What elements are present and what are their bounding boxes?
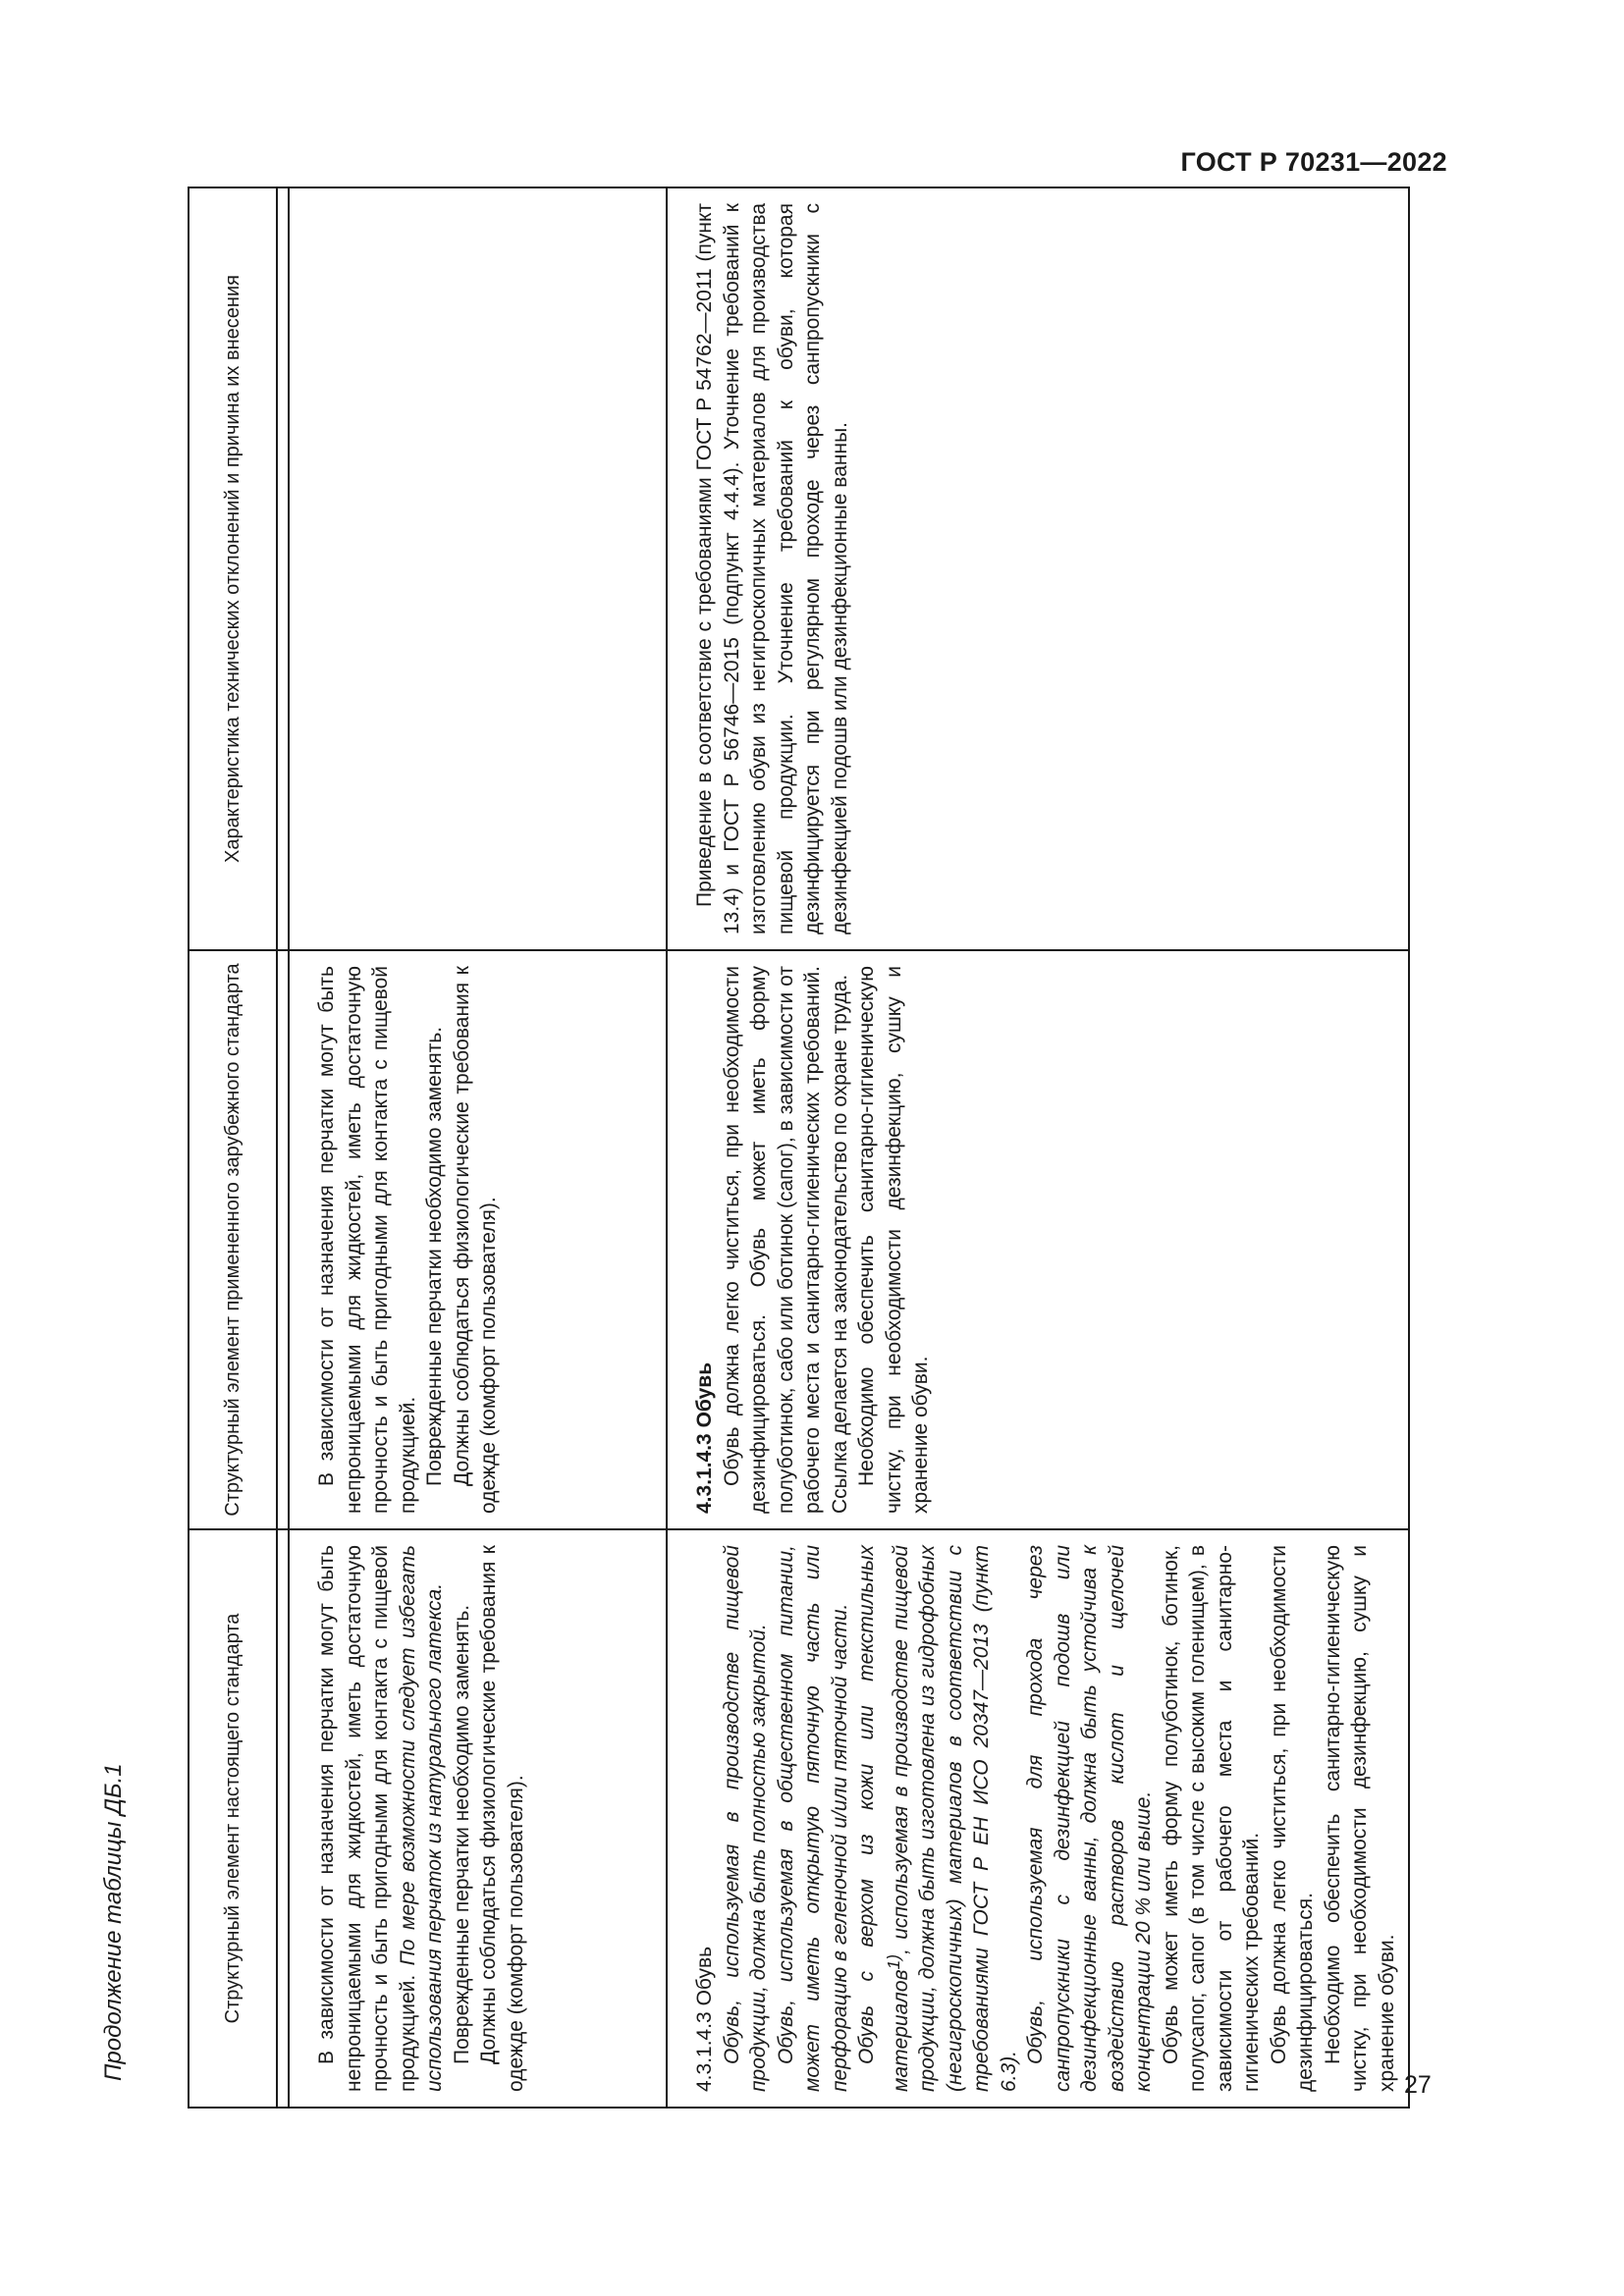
row2-col1-paragraph-4: Обувь, используемая для прохода через санпропускники с дезинфекцией подошв или дезинфекционные ванны, должна быть устойчива к воздействию растворов кислот и щелочей концентрации 20 % или выше. bbox=[1024, 1545, 1155, 2092]
row1-col2-cell bbox=[289, 950, 667, 1529]
page-number: 27 bbox=[1404, 2071, 1432, 2099]
row2-col1-paragraph-1: Обувь, используемая в производстве пищевой продукции, должна быть полностью закрытой. bbox=[720, 1545, 770, 2092]
row2-col2-paragraph-1: Обувь должна легко чиститься, при необходимости дезинфицироваться. Обувь может иметь форму полуботинок, сабо или ботинок (сапог), в зависимости от рабочего места и санитарно-гигиенических требований. Ссылка делается на законодательство по охране труда. bbox=[720, 966, 851, 1514]
row2-col1-paragraph-7: Необходимо обеспечить санитарно-гигиеническую чистку, при необходимости дезинфекцию, сушку и хранение обуви. bbox=[1321, 1545, 1398, 2092]
row1-col2-paragraph-2: Поврежденные перчатки необходимо заменять. bbox=[423, 1026, 446, 1486]
row1-col1-italic-text: По мере возможности следует избегать использования перчаток из натурального латекса. bbox=[396, 1545, 446, 2092]
row2-col2-heading-number: 4.3.1.4.3 bbox=[693, 1433, 716, 1514]
table-continuation-caption: Продолжение таблицы ДБ.1 bbox=[100, 1763, 127, 2081]
row2-col1-paragraph-6: Обувь должна легко чиститься, при необходимости дезинфицироваться. bbox=[1267, 1545, 1317, 2092]
header-col-foreign-standard: Структурный элемент примененного зарубежного стандарта bbox=[189, 950, 277, 1529]
row2-col3-paragraph-1: Приведение в соответствие с требованиями ГОСТ Р 54762—2011 (пункт 13.4) и ГОСТ Р 56746—2015 (подпункт 4.4.4). Уточнение требований к изготовлению обуви из негигроскопичных материалов для производства пищевой продукции. Уточнение требований к обуви, которая дезинфицируется при регулярном проходе через санпропускники с дезинфекцией подошв или дезинфекционные ванны. bbox=[693, 203, 851, 934]
row2-col1-cell bbox=[667, 1529, 1409, 2108]
header-col-deviations: Характеристика технических отклонений и причина их внесения bbox=[189, 187, 277, 950]
row1-col1-text: В зависимости от назначения перчатки могут быть непроницаемыми для жидкостей, иметь достаточную прочность и быть пригодными для контакта с пищевой продукцией. bbox=[315, 1545, 419, 2092]
row1-col2-paragraph-1: В зависимости от назначения перчатки могут быть непроницаемыми для жидкостей, иметь достаточную прочность и быть пригодными для контакта с пищевой продукцией. bbox=[315, 966, 419, 1514]
header-spacer-row bbox=[277, 187, 289, 2108]
row2-col1-paragraph-3-end: , используемая в производстве пищевой продукции, должна быть изготовлена из гидрофобных (негигроскопичных) материалов в соответствии с требованиями ГОСТ Р ЕН ИСО 20347—2013 (пункт 6.3). bbox=[889, 1545, 1020, 2092]
comparison-table bbox=[188, 187, 1410, 2109]
row1-col1-cell bbox=[289, 1529, 667, 2108]
header-col-this-standard: Структурный элемент настоящего стандарта bbox=[189, 1529, 277, 2108]
table-row-gloves bbox=[289, 187, 667, 2108]
row2-col1-paragraph-5: Обувь может иметь форму полуботинок, ботинок, полусапог, сапог (в том числе с высоким голенищем), в зависимости от рабочего места и санитарно-гигиенических требований. bbox=[1159, 1545, 1263, 2092]
rotated-table-container bbox=[188, 188, 1398, 2109]
row1-col2-paragraph-3: Должны соблюдаться физиологические требования к одежде (комфорт пользователя). bbox=[450, 966, 500, 1514]
row2-col2-heading bbox=[691, 966, 719, 1514]
row2-col1-paragraph-3 bbox=[853, 1545, 1022, 2092]
row2-col1-heading: 4.3.1.4.3 Обувь bbox=[693, 1946, 716, 2092]
row1-col1-paragraph-1 bbox=[313, 1545, 449, 2092]
row1-col3-cell bbox=[289, 187, 667, 950]
row2-col2-heading-title: Обувь bbox=[693, 1362, 716, 1428]
document-standard-number: ГОСТ Р 70231—2022 bbox=[1180, 147, 1447, 177]
footnote-mark: 1) bbox=[883, 1953, 903, 1970]
row2-col2-paragraph-2: Необходимо обеспечить санитарно-гигиеническую чистку, при необходимости дезинфекцию, сушку и хранение обуви. bbox=[855, 966, 932, 1514]
row2-col3-cell bbox=[667, 187, 1409, 950]
row2-col1-paragraph-3-start: Обувь с верхом из кожи или текстильных материалов bbox=[855, 1545, 912, 2092]
row1-col1-paragraph-2: Поврежденные перчатки необходимо заменять. bbox=[450, 1604, 473, 2064]
row2-col2-cell bbox=[667, 950, 1409, 1529]
rotated-table bbox=[188, 188, 1398, 2109]
row2-col1-paragraph-2: Обувь, используемая в общественном питании, может иметь открытую пяточную часть или перфорацию в геленочной и/или пяточной части. bbox=[774, 1545, 851, 2092]
table-row-footwear bbox=[667, 187, 1409, 2108]
row1-col1-paragraph-3: Должны соблюдаться физиологические требования к одежде (комфорт пользователя). bbox=[477, 1545, 527, 2092]
table-header-row bbox=[189, 187, 277, 2108]
